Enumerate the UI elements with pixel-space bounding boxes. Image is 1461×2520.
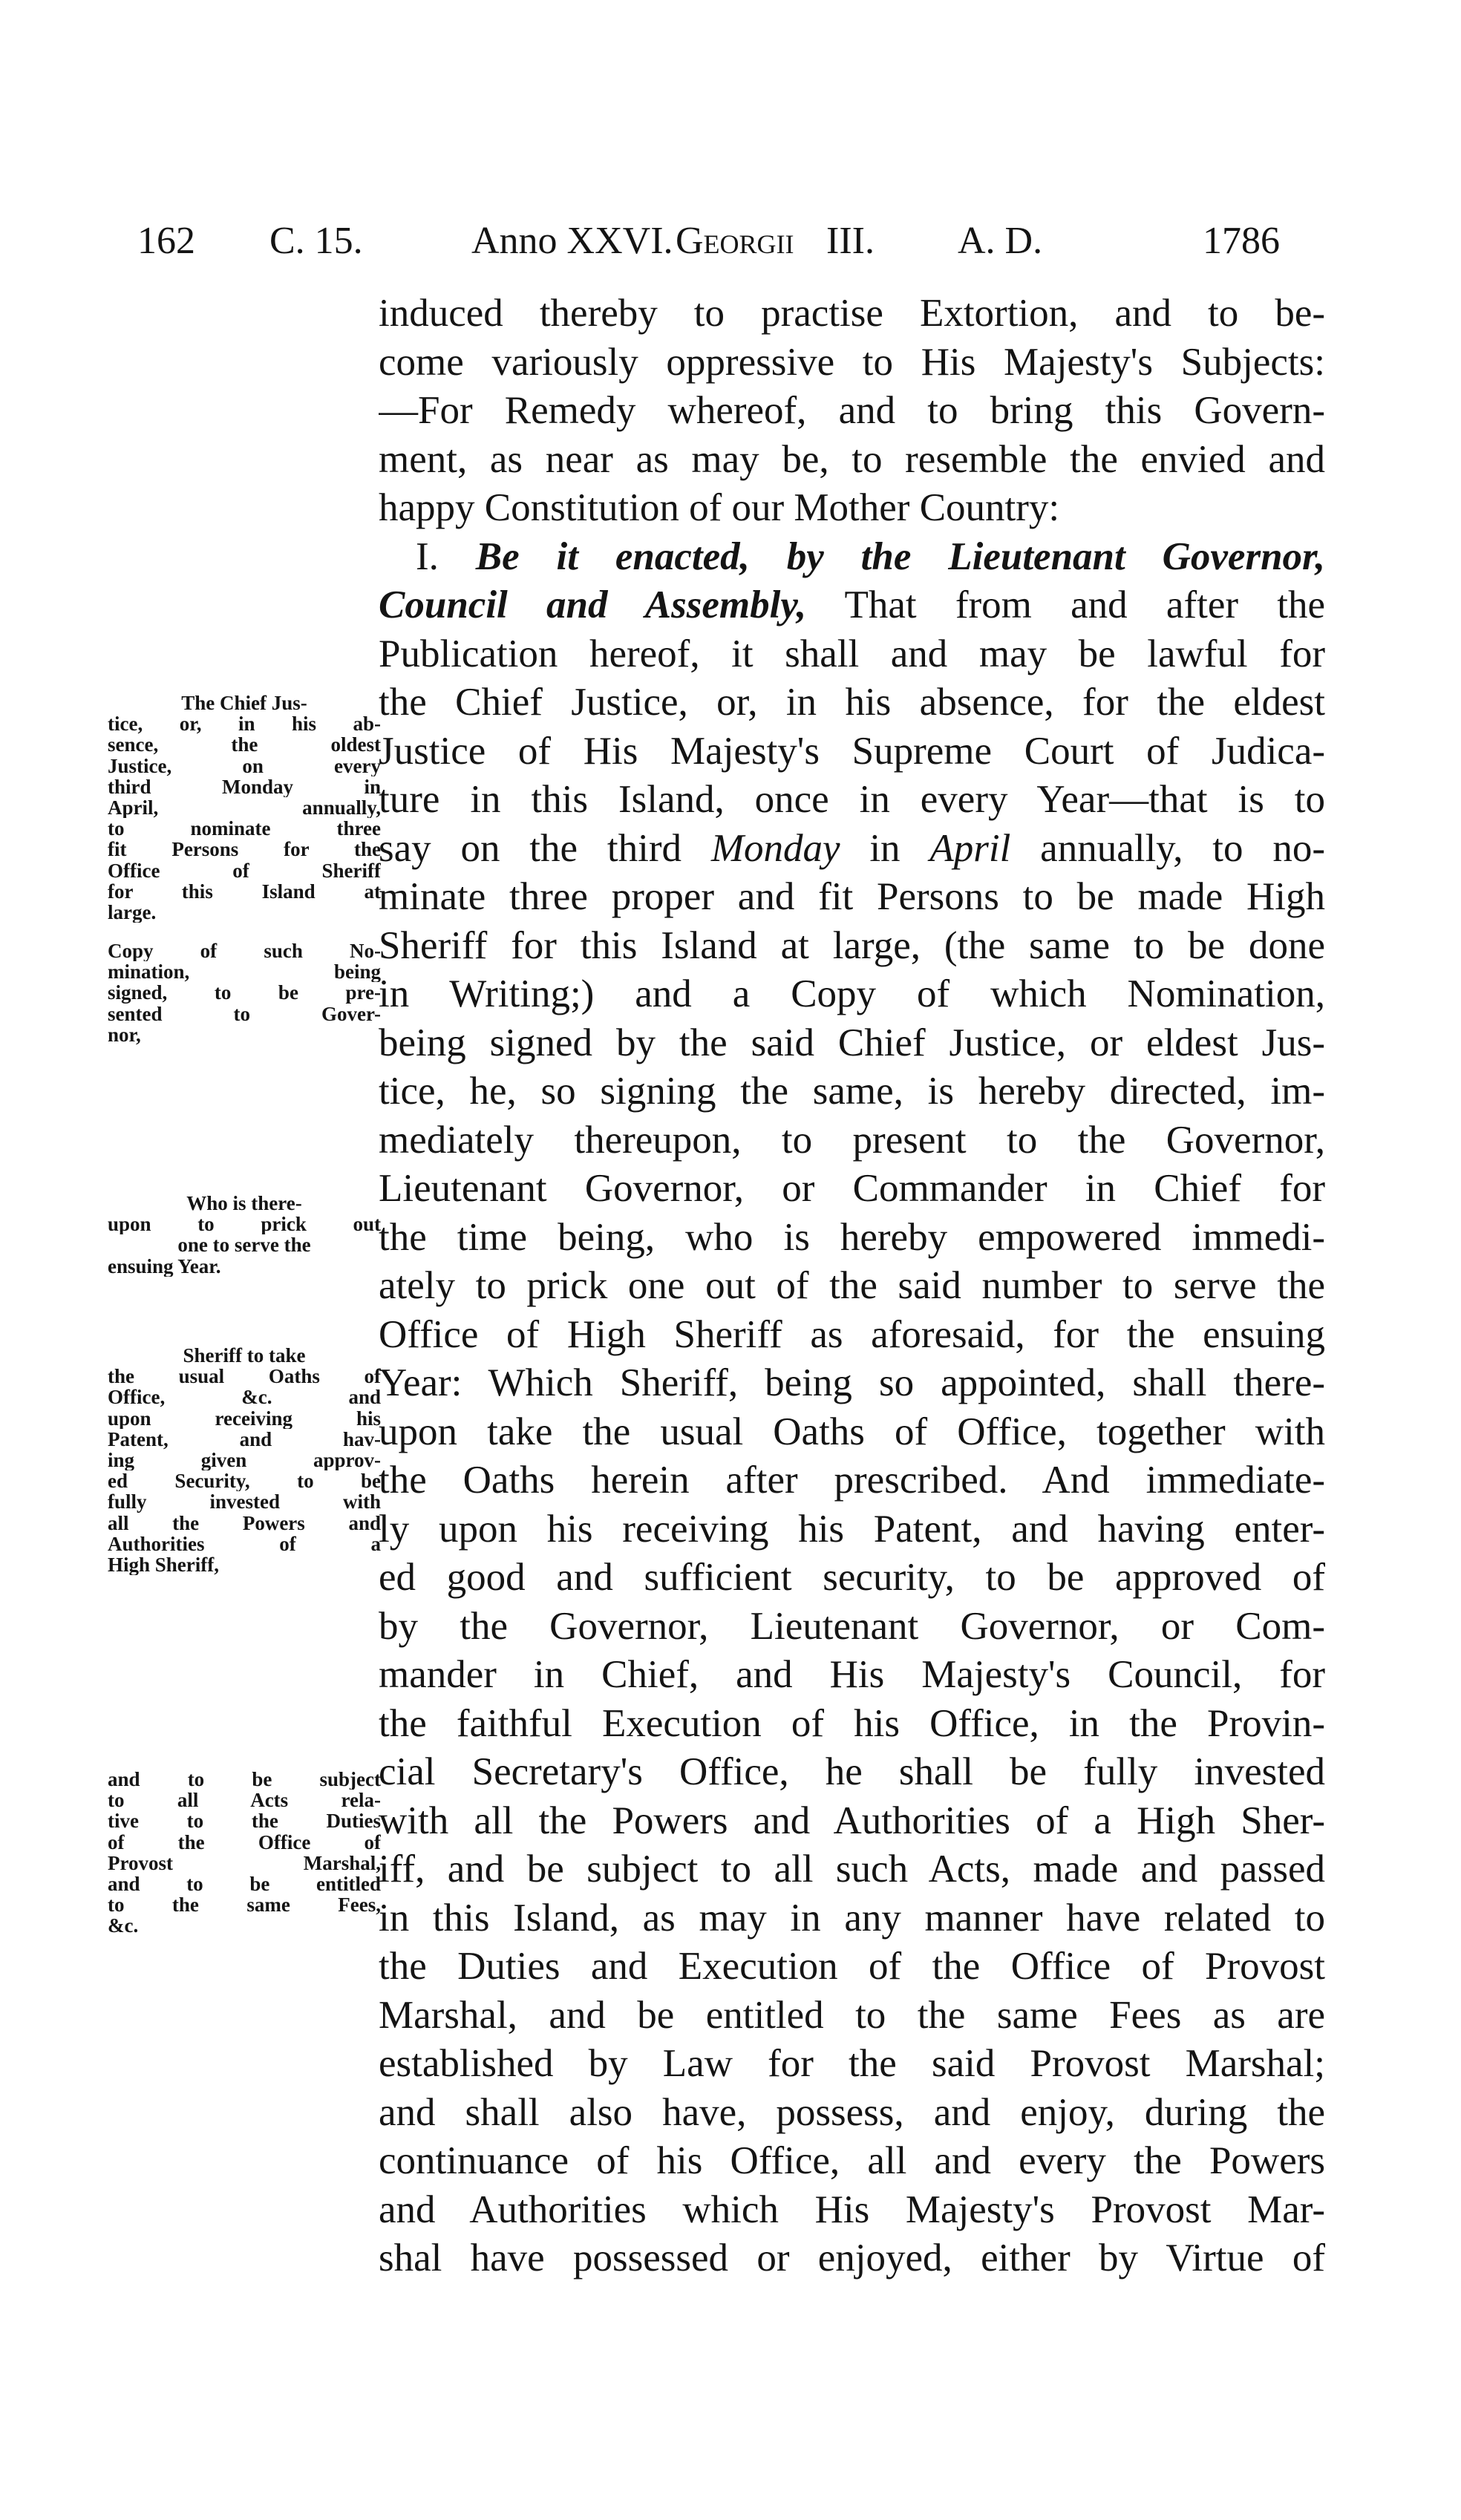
chapter-number: C. 15. bbox=[269, 220, 363, 262]
note-line: all the Powers and bbox=[108, 1512, 381, 1534]
note-line: the usual Oaths of bbox=[108, 1366, 381, 1387]
note-line: and to be subject bbox=[108, 1769, 381, 1790]
text-line: —For Remedy whereof, and to bring this Govern- bbox=[379, 389, 1325, 432]
text-line: induced thereby to practise Extortion, and to be- bbox=[379, 292, 1325, 335]
note-line: tice, or, in his ab- bbox=[108, 713, 381, 735]
note-line: ing given approv- bbox=[108, 1449, 381, 1471]
text-line: say on the third Monday in April annually, to no- bbox=[379, 826, 1325, 870]
note-line: tive to the Duties bbox=[108, 1810, 381, 1832]
note-line: and to be entitled bbox=[108, 1873, 381, 1895]
regnal-year: Anno XXVI. bbox=[471, 220, 673, 262]
text-line: I. Be it enacted, by the Lieutenant Governor, bbox=[416, 534, 1325, 578]
text-line: Marshal, and be entitled to the same Fees as are bbox=[379, 1993, 1325, 2037]
note-line: mination, being bbox=[108, 961, 381, 983]
note-line: sented to Gover- bbox=[108, 1003, 381, 1024]
note-line: fully invested with bbox=[108, 1491, 381, 1513]
margin-note-chief-justice bbox=[108, 693, 381, 923]
note-line: nor, bbox=[108, 1024, 141, 1045]
year: 1786 bbox=[1203, 220, 1280, 262]
note-line: to the same Fees, bbox=[108, 1894, 381, 1916]
text-line: the time being, who is hereby empowered immedi- bbox=[379, 1215, 1325, 1259]
text-line: Office of High Sheriff as aforesaid, for the ensuing bbox=[379, 1312, 1325, 1356]
text-line: established by Law for the said Provost Marshal; bbox=[379, 2042, 1325, 2085]
enactment-phrase: Be it enacted, by the Lieutenant Governor, bbox=[475, 534, 1325, 578]
text-line: being signed by the said Chief Justice, or eldest Jus- bbox=[379, 1021, 1325, 1064]
note-line: ed Security, to be bbox=[108, 1470, 381, 1492]
note-line: Office of Sheriff bbox=[108, 860, 381, 881]
text-line: ately to prick one out of the said number to serve the bbox=[379, 1264, 1325, 1307]
text-line: minate three proper and fit Persons to be made High bbox=[379, 875, 1325, 918]
text-line: Justice of His Majesty's Supreme Court of Judica- bbox=[379, 729, 1325, 773]
note-line: &c. bbox=[108, 1915, 139, 1937]
text-line: Year: Which Sheriff, being so appointed, shall there- bbox=[379, 1361, 1325, 1404]
margin-note-provost-marshal bbox=[108, 1769, 381, 1937]
margin-note-sheriff-oaths bbox=[108, 1345, 381, 1575]
note-line: Provost Marshal, bbox=[108, 1852, 381, 1873]
text-line: with all the Powers and Authorities of a High Sher- bbox=[379, 1799, 1325, 1842]
note-line: for this Island at bbox=[108, 880, 381, 902]
note-line: large. bbox=[108, 901, 157, 923]
regnal-name: Georgii bbox=[676, 220, 794, 262]
margin-note-nomination-copy bbox=[108, 940, 381, 1045]
text-line: ment, as near as may be, to resemble the envied and bbox=[379, 437, 1325, 481]
note-line: Copy of such No- bbox=[108, 940, 381, 962]
margin-note-prick-out bbox=[108, 1193, 381, 1277]
text-line: Council and Assembly, That from and after the bbox=[379, 583, 1325, 626]
note-line: to nominate three bbox=[108, 818, 381, 840]
text-line: the Duties and Execution of the Office of Provost bbox=[379, 1945, 1325, 1988]
text-line: and Authorities which His Majesty's Provost Mar- bbox=[379, 2187, 1325, 2231]
note-line: upon receiving his bbox=[108, 1407, 381, 1429]
main-text bbox=[379, 289, 1325, 2283]
note-line: sence, the oldest bbox=[108, 734, 381, 756]
enactment-phrase: Council and Assembly, bbox=[379, 583, 807, 626]
text-line: ture in this Island, once in every Year—that is to bbox=[379, 778, 1325, 821]
note-line: of the Office of bbox=[108, 1831, 381, 1853]
note-line: Patent, and hav- bbox=[108, 1428, 381, 1450]
text-line: Publication hereof, it shall and may be lawful for bbox=[379, 632, 1325, 675]
note-line: one to serve the bbox=[177, 1234, 311, 1256]
page-number: 162 bbox=[137, 220, 195, 262]
note-line: Who is there- bbox=[186, 1193, 302, 1214]
text-line: iff, and be subject to all such Acts, made and passed bbox=[379, 1848, 1325, 1891]
text-line: come variously oppressive to His Majesty's Subjects: bbox=[379, 340, 1325, 384]
note-line: upon to prick out bbox=[108, 1214, 381, 1235]
note-line: Office, &c. and bbox=[108, 1387, 381, 1408]
text-line: continuance of his Office, all and every the Powers bbox=[379, 2139, 1325, 2182]
text-line: tice, he, so signing the same, is hereby directed, im- bbox=[379, 1070, 1325, 1113]
text-line: the faithful Execution of his Office, in the Provin- bbox=[379, 1701, 1325, 1745]
note-line: third Monday in bbox=[108, 776, 381, 797]
text-line: mediately thereupon, to present to the Governor, bbox=[379, 1118, 1325, 1162]
text-line: in Writing;) and a Copy of which Nomination, bbox=[379, 972, 1325, 1015]
text-line: ed good and sufficient security, to be approved of bbox=[379, 1556, 1325, 1599]
note-line: ensuing Year. bbox=[108, 1255, 221, 1277]
text-line: happy Constitution of our Mother Country: bbox=[379, 486, 1060, 529]
text-line: the Oaths herein after prescribed. And immediate- bbox=[379, 1459, 1325, 1502]
text-line: in this Island, as may in any manner have related to bbox=[379, 1896, 1325, 1940]
note-line: Authorities of a bbox=[108, 1533, 381, 1554]
text-line: shal have possessed or enjoyed, either by Virtue of bbox=[379, 2236, 1325, 2280]
note-line: signed, to be pre- bbox=[108, 982, 381, 1004]
note-line: to all Acts rela- bbox=[108, 1790, 381, 1811]
text-line: mander in Chief, and His Majesty's Council, for bbox=[379, 1653, 1325, 1696]
note-line: High Sheriff, bbox=[108, 1554, 220, 1576]
text-line: and shall also have, possess, and enjoy, during the bbox=[379, 2090, 1325, 2134]
regnal-number: III. bbox=[826, 220, 875, 262]
note-line: fit Persons for the bbox=[108, 839, 381, 860]
note-line: Sheriff to take bbox=[183, 1345, 306, 1367]
note-line: The Chief Jus- bbox=[181, 693, 307, 714]
text-line: upon take the usual Oaths of Office, together with bbox=[379, 1410, 1325, 1453]
text-line: ly upon his receiving his Patent, and having enter- bbox=[379, 1507, 1325, 1551]
text-line: Sheriff for this Island at large, (the same to be done bbox=[379, 923, 1325, 967]
text-line: the Chief Justice, or, in his absence, for the eldest bbox=[379, 681, 1325, 724]
running-header bbox=[137, 212, 1314, 271]
note-line: Justice, on every bbox=[108, 755, 381, 776]
anno-domini-label: A. D. bbox=[958, 220, 1043, 262]
text-line: cial Secretary's Office, he shall be fully invested bbox=[379, 1750, 1325, 1793]
text-line: by the Governor, Lieutenant Governor, or Com- bbox=[379, 1604, 1325, 1648]
note-line: April, annually, bbox=[108, 796, 381, 819]
text-line: Lieutenant Governor, or Commander in Chief for bbox=[379, 1167, 1325, 1210]
